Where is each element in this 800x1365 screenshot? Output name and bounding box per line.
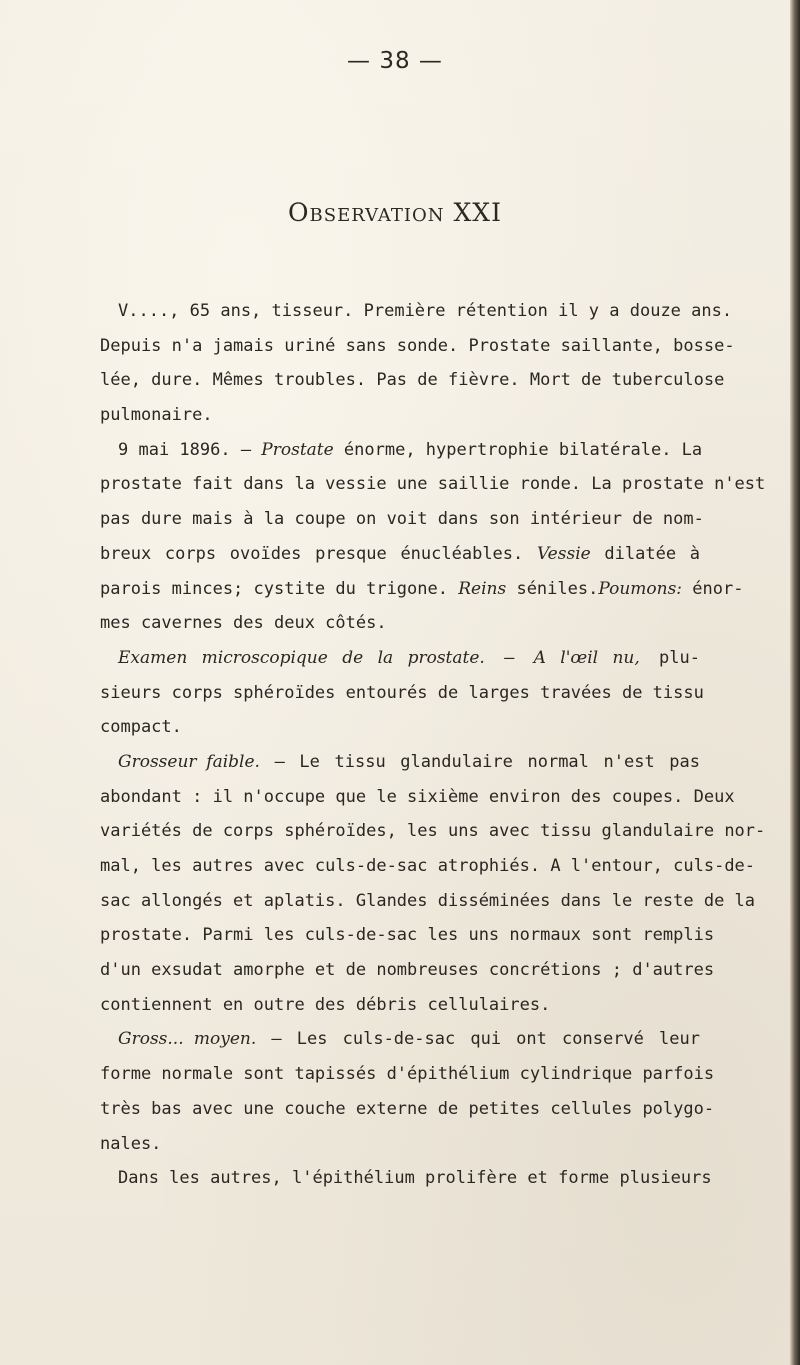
observation-heading-text: Observation XXI — [288, 198, 502, 227]
text-line — [100, 745, 700, 780]
text-line — [100, 710, 700, 745]
text-segment: séniles. — [506, 578, 599, 599]
text-line — [100, 1161, 712, 1196]
text-segment: pulmonaire. — [100, 405, 213, 426]
text-segment: sac allongés et aplatis. Glandes disséminées dans le reste de la — [100, 890, 756, 911]
text-segment: — Le tissu glandulaire normal n'est pas — [259, 751, 701, 772]
text-line — [100, 433, 703, 468]
italic-text-segment: Examen microscopique de la prostate. — [118, 647, 485, 668]
text-line — [100, 918, 715, 953]
text-segment: breux corps ovoïdes presque énucléables. — [100, 543, 537, 564]
text-segment: sieurs corps sphéroïdes entourés de larges travées de tissu — [100, 682, 704, 703]
observation-heading — [0, 198, 790, 227]
text-segment: contiennent en outre des débris cellulaires. — [100, 994, 551, 1015]
text-line — [100, 502, 704, 537]
text-segment: pas dure mais à la coupe on voit dans son intérieur de nom- — [100, 509, 704, 530]
text-line — [100, 849, 756, 884]
italic-text-segment: Poumons: — [598, 578, 683, 599]
text-segment: variétés de corps sphéroïdes, les uns avec tissu glandulaire nor- — [100, 821, 766, 842]
text-line — [100, 467, 766, 502]
text-segment: nales. — [100, 1133, 162, 1154]
text-line — [100, 398, 700, 433]
text-line — [100, 1127, 700, 1162]
text-segment: — — [484, 647, 534, 668]
text-line — [100, 953, 715, 988]
text-line — [100, 641, 700, 676]
text-segment: Dans les autres, l'épithélium prolifère et forme plusieurs — [118, 1168, 712, 1189]
text-segment: forme normale sont tapissés d'épithélium cylindrique parfois — [100, 1064, 715, 1085]
text-line — [100, 329, 735, 364]
text-segment: dilatée à — [590, 543, 700, 564]
text-line — [100, 676, 704, 711]
text-segment: d'un exsudat amorphe et de nombreuses concrétions ; d'autres — [100, 960, 715, 981]
italic-text-segment: Reins — [458, 578, 507, 599]
text-segment: mes cavernes des deux côtés. — [100, 613, 387, 634]
text-segment: mal, les autres avec culs-de-sac atrophiés. A l'entour, culs-de- — [100, 856, 756, 876]
text-line — [100, 988, 700, 1023]
text-line — [100, 537, 700, 572]
text-line — [100, 780, 735, 815]
text-segment: énorme, hypertrophie bilatérale. La — [333, 439, 703, 460]
text-line — [100, 606, 700, 641]
text-segment: compact. — [100, 717, 182, 738]
text-line — [100, 814, 766, 849]
italic-text-segment: Vessie — [536, 543, 591, 564]
text-line — [100, 1057, 715, 1092]
text-line — [100, 1022, 700, 1057]
italic-text-segment: Prostate — [261, 439, 334, 460]
text-line — [100, 294, 733, 329]
italic-text-segment: A l'œil nu, — [533, 647, 640, 668]
text-segment: prostate fait dans la vessie une saillie ronde. La prostate n'est — [100, 474, 766, 495]
text-segment: V...., 65 ans, tisseur. Première rétention il y a douze ans. — [118, 301, 733, 321]
text-segment: — Les culs-de-sac qui ont conservé leur — [256, 1029, 700, 1050]
text-line — [100, 363, 725, 398]
text-segment: parois minces; cystite du trigone. — [100, 578, 459, 599]
page-number: — 38 — — [347, 48, 443, 74]
text-segment: abondant : il n'occupe que le sixième environ des coupes. Deux — [100, 786, 735, 807]
observation-body-text — [100, 294, 766, 1196]
text-segment: très bas avec une couche externe de petites cellules polygo- — [100, 1098, 715, 1119]
text-segment: énor- — [682, 578, 744, 599]
page-edge-shadow — [790, 0, 800, 1365]
text-line — [100, 1092, 715, 1127]
text-segment: plu- — [639, 647, 700, 668]
text-line — [100, 572, 744, 607]
italic-text-segment: Grosseur faible. — [118, 751, 260, 772]
text-segment: Depuis n'a jamais uriné sans sonde. Prostate saillante, bosse- — [100, 335, 735, 356]
italic-text-segment: Gross... moyen. — [118, 1029, 257, 1050]
text-segment: lée, dure. Mêmes troubles. Pas de fièvre. Mort de tuberculose — [100, 370, 725, 391]
text-segment: 9 mai 1896. — — [118, 439, 262, 460]
text-line — [100, 884, 756, 919]
text-segment: prostate. Parmi les culs-de-sac les uns normaux sont remplis — [100, 925, 715, 946]
